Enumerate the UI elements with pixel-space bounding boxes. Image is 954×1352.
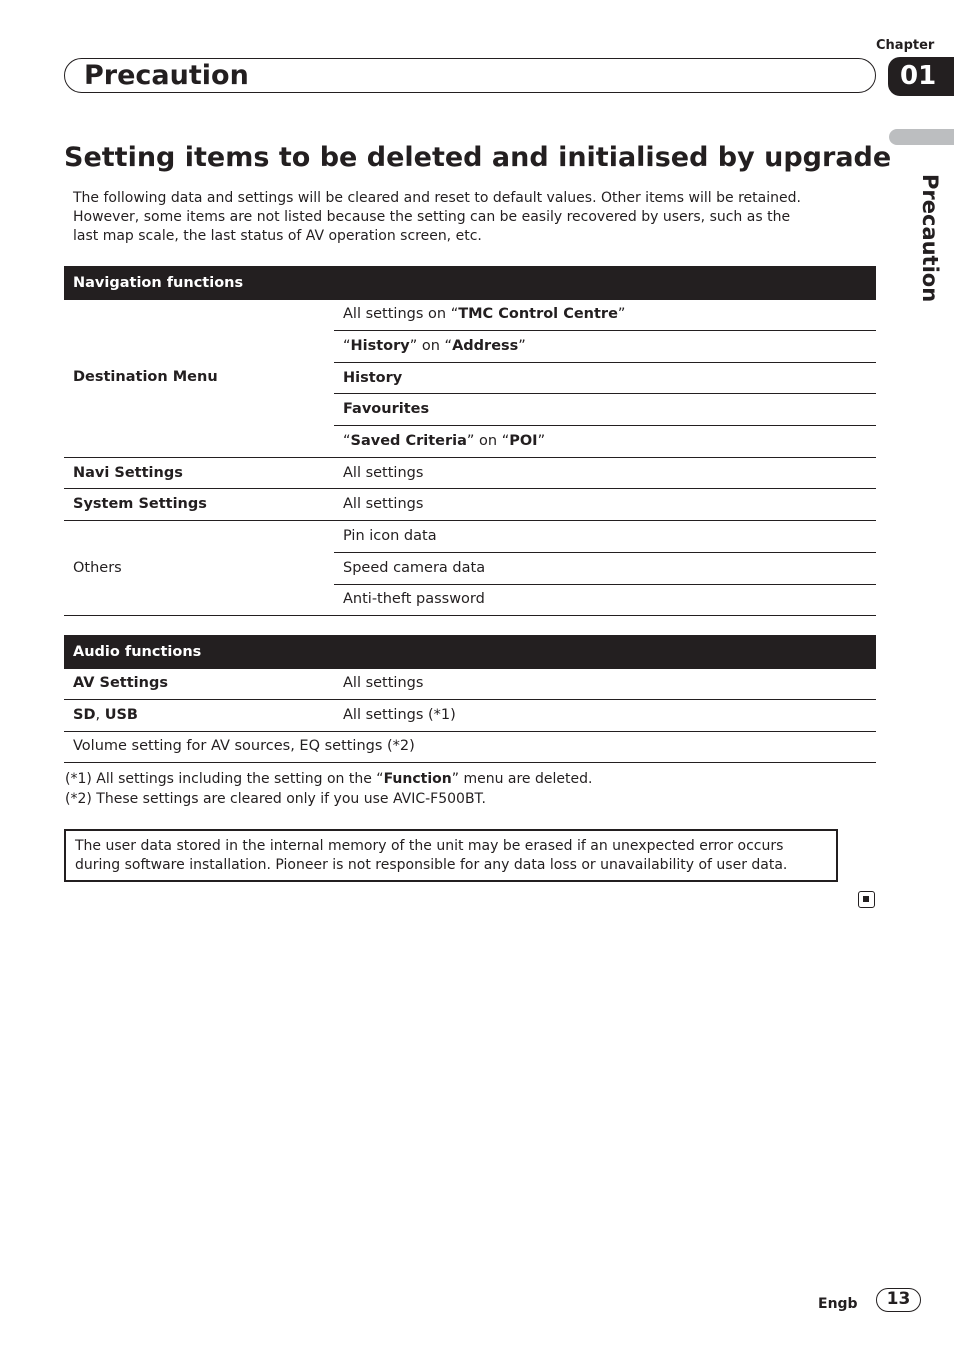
table-cell: History: [343, 370, 403, 386]
row-divider: [334, 362, 876, 363]
table-cell: Speed camera data: [343, 560, 486, 576]
row-divider: [64, 615, 876, 616]
volume-row: Volume setting for AV sources, EQ settings (*2): [73, 738, 415, 754]
row-divider: [64, 520, 876, 521]
intro-paragraph: The following data and settings will be cleared and reset to default values. Other items will be retained. However, some items are not listed because the setting can be easily recovered by users, such as the last map scale, the last status of AV operation screen, etc.: [73, 190, 801, 244]
table-cell: All settings (*1): [343, 707, 456, 723]
page-number: 13: [876, 1288, 921, 1312]
table-header: Navigation functions: [64, 266, 876, 300]
navigation-functions-table: [64, 266, 876, 618]
footnote-2: (*2) These settings are cleared only if you use AVIC-F500BT.: [65, 791, 486, 807]
side-tab-marker: [889, 129, 954, 145]
chapter-label: Chapter: [876, 38, 935, 53]
table-cell: All settings: [343, 496, 424, 512]
table-cell: Pin icon data: [343, 528, 437, 544]
page-title: Setting items to be deleted and initialised by upgrade: [64, 142, 892, 173]
table-cell: Favourites: [343, 401, 430, 417]
language-code: Engb: [818, 1296, 858, 1312]
audio-functions-table: [64, 635, 876, 765]
row-divider: [64, 762, 876, 763]
row-divider: [64, 699, 876, 700]
table-cell: All settings: [343, 675, 424, 691]
others-label: Others: [73, 560, 122, 576]
table-cell: Anti-theft password: [343, 591, 485, 607]
end-of-section-icon: [858, 891, 875, 908]
row-divider: [64, 457, 876, 458]
table-cell: “Saved Criteria” on “POI”: [343, 433, 546, 449]
system-settings-label: System Settings: [73, 496, 207, 512]
table-cell: All settings: [343, 465, 424, 481]
table-cell: All settings on “TMC Control Centre”: [343, 306, 626, 322]
av-settings-label: AV Settings: [73, 675, 168, 691]
notice-box: The user data stored in the internal memory of the unit may be erased if an unexpected error occurs during software installation. Pioneer is not responsible for any data loss or unavailability of user data.: [64, 829, 838, 882]
sd-usb-label: SD, USB: [73, 707, 138, 723]
chapter-number: 01: [888, 57, 954, 96]
destination-menu-label: Destination Menu: [73, 369, 218, 385]
side-tab-label: Precaution: [918, 174, 942, 303]
table-header: Audio functions: [64, 635, 876, 669]
footnote-1: (*1) All settings including the setting on the “Function” menu are deleted.: [65, 771, 593, 787]
table-cell: “History” on “Address”: [343, 338, 526, 354]
section-title: Precaution: [84, 60, 249, 91]
navi-settings-label: Navi Settings: [73, 465, 183, 481]
